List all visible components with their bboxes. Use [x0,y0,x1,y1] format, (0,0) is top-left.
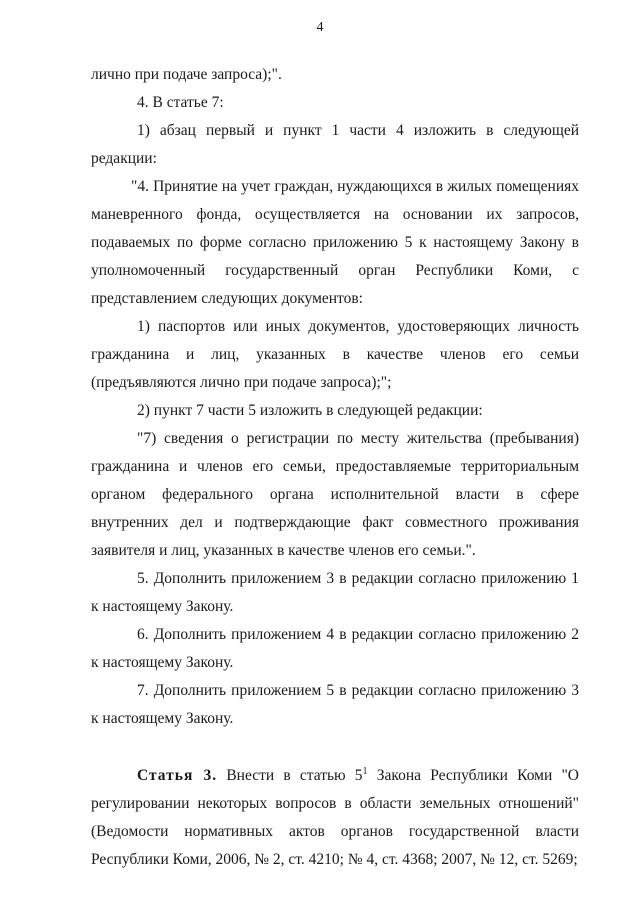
paragraph: 1) абзац первый и пункт 1 части 4 изложить в следующей редакции: [91,122,579,167]
article-heading: Статья 3. [137,767,218,784]
article-text: Внести в статью 5 [217,767,363,784]
paragraph: "4. Принятие на учет граждан, нуждающихся в жилых помещениях маневренного фонда, осуществляется на основании их запросов, подаваемых по форме согласно приложению 5 к настоящему Закону в уполномоченный государственный орган Республики Коми, с представлением следующих документов: [91,178,579,307]
document-body [91,61,579,874]
superscript: 1 [362,765,368,777]
page-number: 4 [316,20,324,35]
paragraph: 5. Дополнить приложением 3 в редакции согласно приложению 1 к настоящему Закону. [91,570,579,615]
paragraph: 1) паспортов или иных документов, удостоверяющих личность гражданина и лиц, указанных в качестве членов его семьи (предъявляются лично при подаче запроса);"; [91,318,579,391]
paragraph: 2) пункт 7 части 5 изложить в следующей редакции: [137,402,483,419]
paragraph: 6. Дополнить приложением 4 в редакции согласно приложению 2 к настоящему Закону. [91,626,579,671]
paragraph: 4. В статье 7: [137,94,224,111]
paragraph: "7) сведения о регистрации по месту жительства (пребывания) гражданина и членов его семьи, предоставляемые территориальным органом федерального органа исполнительной власти в сфере внутренних дел и подтверждающие факт совместного проживания заявителя и лиц, указанных в качестве членов его семьи.". [91,430,579,559]
paragraph: лично при подаче запроса);". [91,66,282,83]
paragraph: 7. Дополнить приложением 5 в редакции согласно приложению 3 к настоящему Закону. [91,682,579,727]
article-text-continued: Закона Республики Коми "О регулировании некоторых вопросов в области земельных отношений" (Ведомости нормативных актов органов государственной власти Республики Коми, 2006, № 2, ст. 4210; № 4, ст. 4368; 2007, № 12, ст. 5269; [91,767,579,868]
article-3-paragraph [91,762,579,874]
